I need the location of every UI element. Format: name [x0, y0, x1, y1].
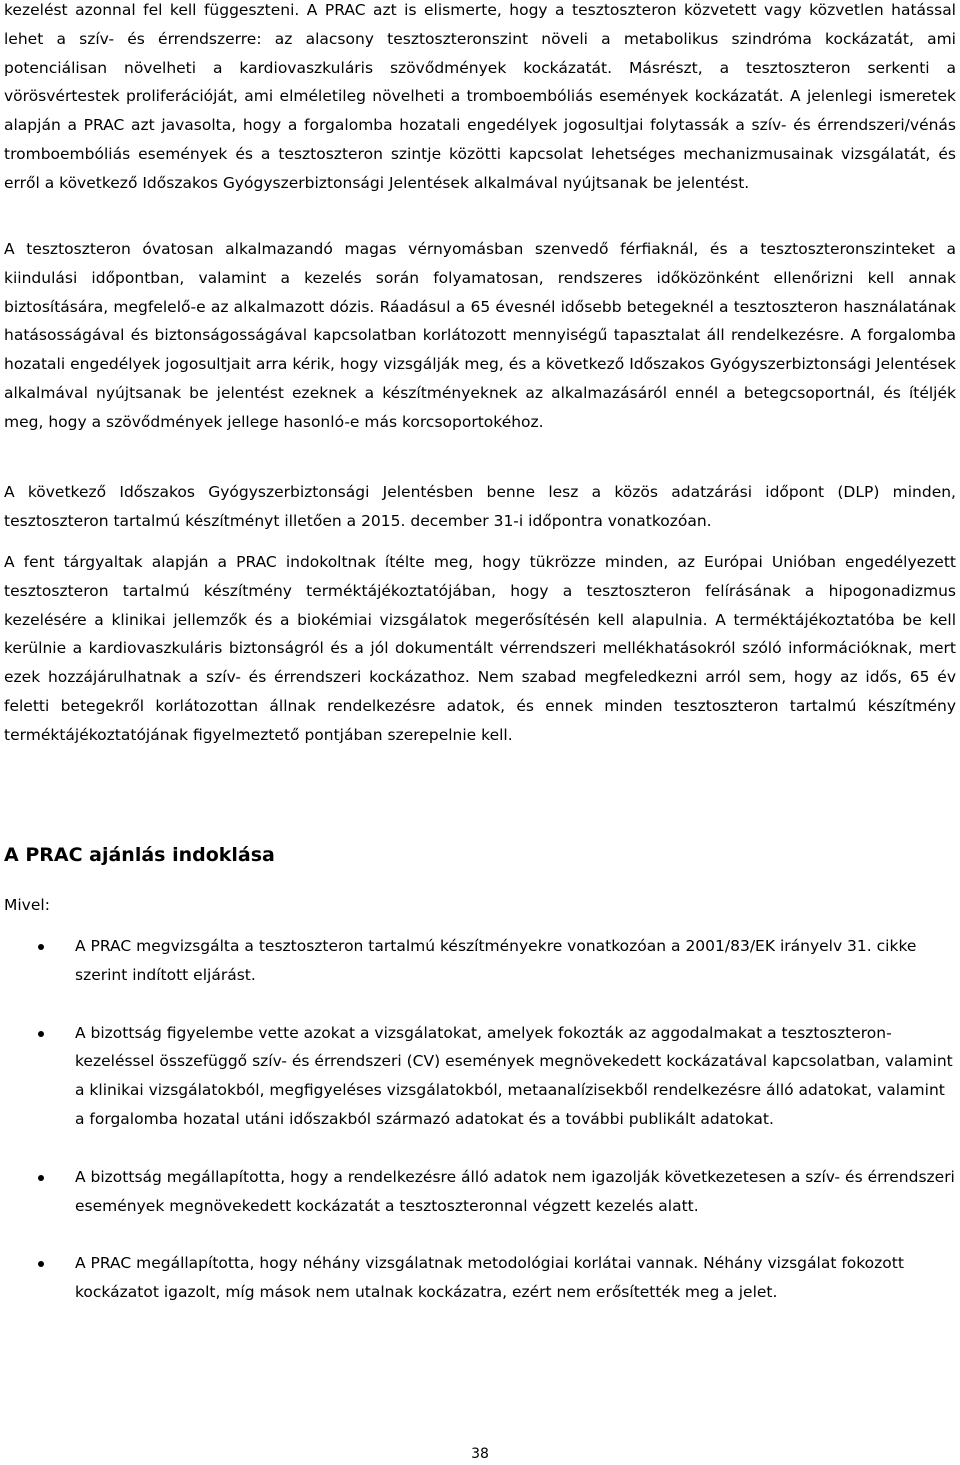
list-item-text: A PRAC megvizsgálta a tesztoszteron tartalmú készítményekre vonatkozóan a 2001/83/EK irányelv 31. cikke szerint indított eljárást.	[75, 937, 917, 984]
list-item-text: A PRAC megállapította, hogy néhány vizsgálatnak metodológiai korlátai vannak. Néhány vizsgálat fokozott kockázatot igazolt, míg mások nem utalnak kockázatra, ezért nem erősítették meg a jelet.	[75, 1254, 904, 1302]
list-item-text: A bizottság figyelembe vette azokat a vizsgálatokat, amelyek fokozták az aggodalmakat a tesztoszteron-kezeléssel összefüggő szív- és érrendszeri (CV) események megnövekedett kockázatával kapcsolatban, valamint a klinikai vizsgálatokból, megfigyeléses vizsgálatokból, metaanalízisekből rendelkezésre álló adatokat, valamint a forgalomba hozatal utáni időszakból származó adatokat és a további publikált adatokat.	[75, 1023, 953, 1128]
list-item-text: A bizottság megállapította, hogy a rendelkezésre álló adatok nem igazolják következetesen a szív- és érrendszeri események megnövekedett kockázatát a tesztoszteronnal végzett kezelés alatt.	[75, 1167, 955, 1215]
list-item	[0, 1163, 960, 1221]
body-paragraph-dlp: A következő Időszakos Gyógyszerbiztonsági Jelentésben benne lesz a közös adatzárási időpont (DLP) minden, tesztoszteron tartalmú készítményt illetően a 2015. december 31-i időpontra vonatkozóan.	[4, 483, 956, 530]
bullet-icon	[38, 944, 44, 950]
bullet-icon	[38, 1261, 44, 1267]
bullet-icon	[38, 1175, 44, 1181]
body-paragraph-cv-risk: kezelést azonnal fel kell függeszteni. A PRAC azt is elismerte, hogy a tesztoszteron közvetett vagy közvetlen hatással lehet a szív- és érrendszerre: az alacsony tesztoszteronszint növeli a metabolikus szindróma kockázatát, ami potenciálisan növelheti a kardiovaszkuláris szövődmények kockázatát. Másrészt, a tesztoszteron serkenti a vörösvértestek proliferációját, ami elméletileg növelheti a tromboembóliás események kockázatát. A jelenlegi ismeretek alapján a PRAC azt javasolta, hogy a forgalomba hozatali engedélyek jogosultjai folytassák a szív- és érrendszeri/vénás tromboembóliás események és a tesztoszteron szintje közötti kapcsolat lehetséges mechanizmusainak vizsgálatát, és erről a következő Időszakos Gyógyszerbiztonsági Jelentések alkalmával nyújtsanak be jelentést.	[4, 1, 956, 192]
list-item	[0, 932, 960, 990]
body-paragraph-product-information: A fent tárgyaltak alapján a PRAC indokoltnak ítélte meg, hogy tükrözze minden, az Európai Unióban engedélyezett tesztoszteron tartalmú készítmény terméktájékoztatójában, hogy a tesztoszteron felírásának a hipogonadizmus kezelésére a klinikai jellemzők és a biokémiai vizsgálatok megerősítésén kell alapulnia. A terméktájékoztatóba be kell kerülnie a kardiovaszkuláris biztonságról és a jól dokumentált vérrendszeri mellékhatásokról szóló információknak, mert ezek hozzájárulhatnak a szív- és érrendszeri kockázathoz. Nem szabad megfeledkezni arról sem, hogy az idős, 65 év feletti betegekről korlátozottan állnak rendelkezésre adatok, és ennek minden tesztoszteron tartalmú készítmény terméktájékoztatójának figyelmeztető pontjában szerepelnie kell.	[4, 553, 956, 744]
bullet-icon	[38, 1031, 44, 1037]
page-number: 38	[471, 1446, 489, 1462]
list-item	[0, 1249, 960, 1307]
intro-label: Mivel:	[4, 896, 50, 914]
list-item	[0, 1019, 960, 1134]
body-paragraph-hypertension: A tesztoszteron óvatosan alkalmazandó magas vérnyomásban szenvedő férfiaknál, és a tesztoszteronszinteket a kiindulási időpontban, valamint a kezelés során folyamatosan, rendszeres időközönként ellenőrizni kell annak biztosítására, megfelelő-e az alkalmazott dózis. Ráadásul a 65 évesnél idősebb betegeknél a tesztoszteron használatának hatásosságával és biztonságosságával kapcsolatban korlátozott mennyiségű tapasztalat áll rendelkezésre. A forgalomba hozatali engedélyek jogosultjait arra kérik, hogy vizsgálják meg, és a következő Időszakos Gyógyszerbiztonsági Jelentések alkalmával nyújtsanak be jelentést ezeknek a készítményeknek az alkalmazásáról ennél a betegcsoportnál, és ítéljék meg, hogy a szövődmények jellege hasonló-e más korcsoportokéhoz.	[4, 240, 956, 431]
section-heading: A PRAC ajánlás indoklása	[4, 844, 275, 866]
grounds-list	[0, 932, 960, 1336]
